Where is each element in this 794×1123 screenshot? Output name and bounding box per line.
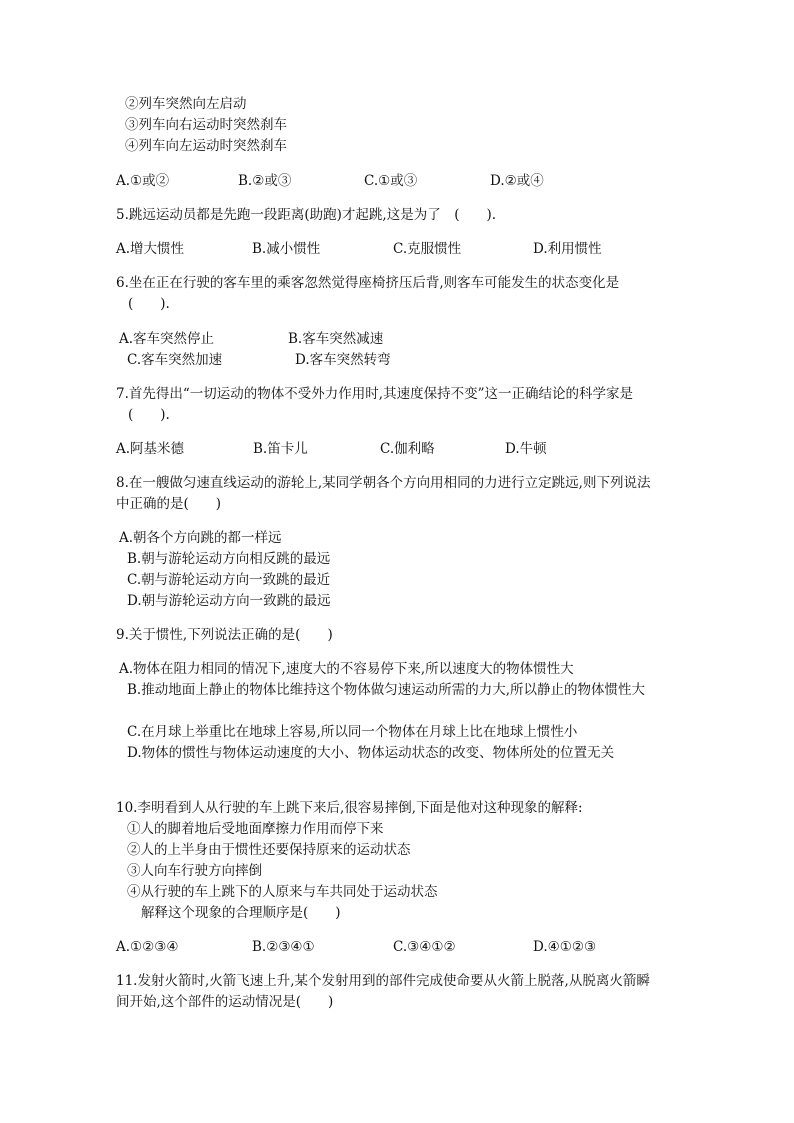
- q7-option-c: C.伽利略: [380, 441, 435, 457]
- q4-statement-3: ③列车向右运动时突然刹车: [125, 117, 287, 133]
- q11-stem-line2: 间开始,这个部件的运动情况是( ): [116, 994, 334, 1010]
- q7-option-b: B.笛卡儿: [253, 441, 308, 457]
- q7-stem-line2: ( ).: [128, 407, 170, 423]
- q5-option-c: C.克服惯性: [393, 241, 462, 257]
- q4-statement-2: ②列车突然向左启动: [125, 96, 247, 112]
- q4-option-d: D.②或④: [490, 173, 544, 189]
- q8-stem-line2: 中正确的是( ): [116, 496, 222, 512]
- q10-statement-4: ④从行驶的车上跳下的人原来与车共同处于运动状态: [127, 884, 438, 900]
- q9-option-d: D.物体的惯性与物体运动速度的大小、物体运动状态的改变、物体所处的位置无关: [127, 745, 615, 761]
- q10-option-b: B.②③④①: [252, 939, 315, 955]
- q6-option-c: C.客车突然加速: [127, 352, 223, 368]
- q8-option-c: C.朝与游轮运动方向一致跳的最近: [127, 572, 331, 588]
- q4-option-b: B.②或③: [238, 173, 292, 189]
- q6-option-d: D.客车突然转弯: [295, 352, 391, 368]
- q6-stem-line1: 6.坐在正在行驶的客车里的乘客忽然觉得座椅挤压后背,则客车可能发生的状态变化是: [116, 275, 620, 291]
- q4-option-a: A.①或②: [116, 173, 170, 189]
- q10-option-c: C.③④①②: [393, 939, 456, 955]
- q10-option-d: D.④①②③: [533, 939, 597, 955]
- q5-stem: 5.跳远运动员都是先跑一段距离(助跑)才起跳,这是为了 ( ).: [116, 207, 497, 223]
- q7-option-a: A.阿基米德: [116, 441, 185, 457]
- q8-stem-line1: 8.在一艘做匀速直线运动的游轮上,某同学朝各个方向用相同的力进行立定跳远,则下列说法: [116, 475, 651, 491]
- q7-option-d: D.牛顿: [505, 441, 547, 457]
- q7-stem-line1: 7.首先得出“一切运动的物体不受外力作用时,其速度保持不变”这一正确结论的科学家是: [116, 386, 633, 402]
- q10-prompt: 解释这个现象的合理顺序是( ): [141, 905, 341, 921]
- q10-statement-1: ①人的脚着地后受地面摩擦力作用而停下来: [127, 821, 384, 837]
- q6-option-a: A.客车突然停止: [119, 331, 215, 347]
- q5-option-b: B.减小惯性: [252, 241, 321, 257]
- q9-option-b: B.推动地面上静止的物体比维持这个物体做匀速运动所需的力大,所以静止的物体惯性大: [127, 682, 646, 698]
- q4-option-c: C.①或③: [364, 173, 418, 189]
- q9-stem: 9.关于惯性,下列说法正确的是( ): [116, 627, 333, 643]
- q8-option-d: D.朝与游轮运动方向一致跳的最远: [127, 593, 331, 609]
- q5-option-d: D.利用惯性: [533, 241, 602, 257]
- q8-option-b: B.朝与游轮运动方向相反跳的最远: [127, 551, 331, 567]
- q10-stem: 10.李明看到人从行驶的车上跳下来后,很容易摔倒,下面是他对这种现象的解释:: [116, 800, 583, 816]
- q9-option-c: C.在月球上举重比在地球上容易,所以同一个物体在月球上比在地球上惯性小: [127, 724, 578, 740]
- q8-option-a: A.朝各个方向跳的都一样远: [119, 530, 282, 546]
- q5-option-a: A.增大惯性: [116, 241, 185, 257]
- q4-statement-4: ④列车向左运动时突然刹车: [125, 138, 287, 154]
- q10-statement-2: ②人的上半身由于惯性还要保持原来的运动状态: [127, 842, 411, 858]
- q10-option-a: A.①②③④: [116, 939, 179, 955]
- q9-option-a: A.物体在阻力相同的情况下,速度大的不容易停下来,所以速度大的物体惯性大: [119, 661, 574, 677]
- q10-statement-3: ③人向车行驶方向摔倒: [127, 863, 262, 879]
- q6-option-b: B.客车突然减速: [288, 331, 384, 347]
- q6-stem-line2: ( ).: [128, 296, 170, 312]
- q11-stem-line1: 11.发射火箭时,火箭飞速上升,某个发射用到的部件完成使命要从火箭上脱落,从脱离火箭瞬: [116, 973, 650, 989]
